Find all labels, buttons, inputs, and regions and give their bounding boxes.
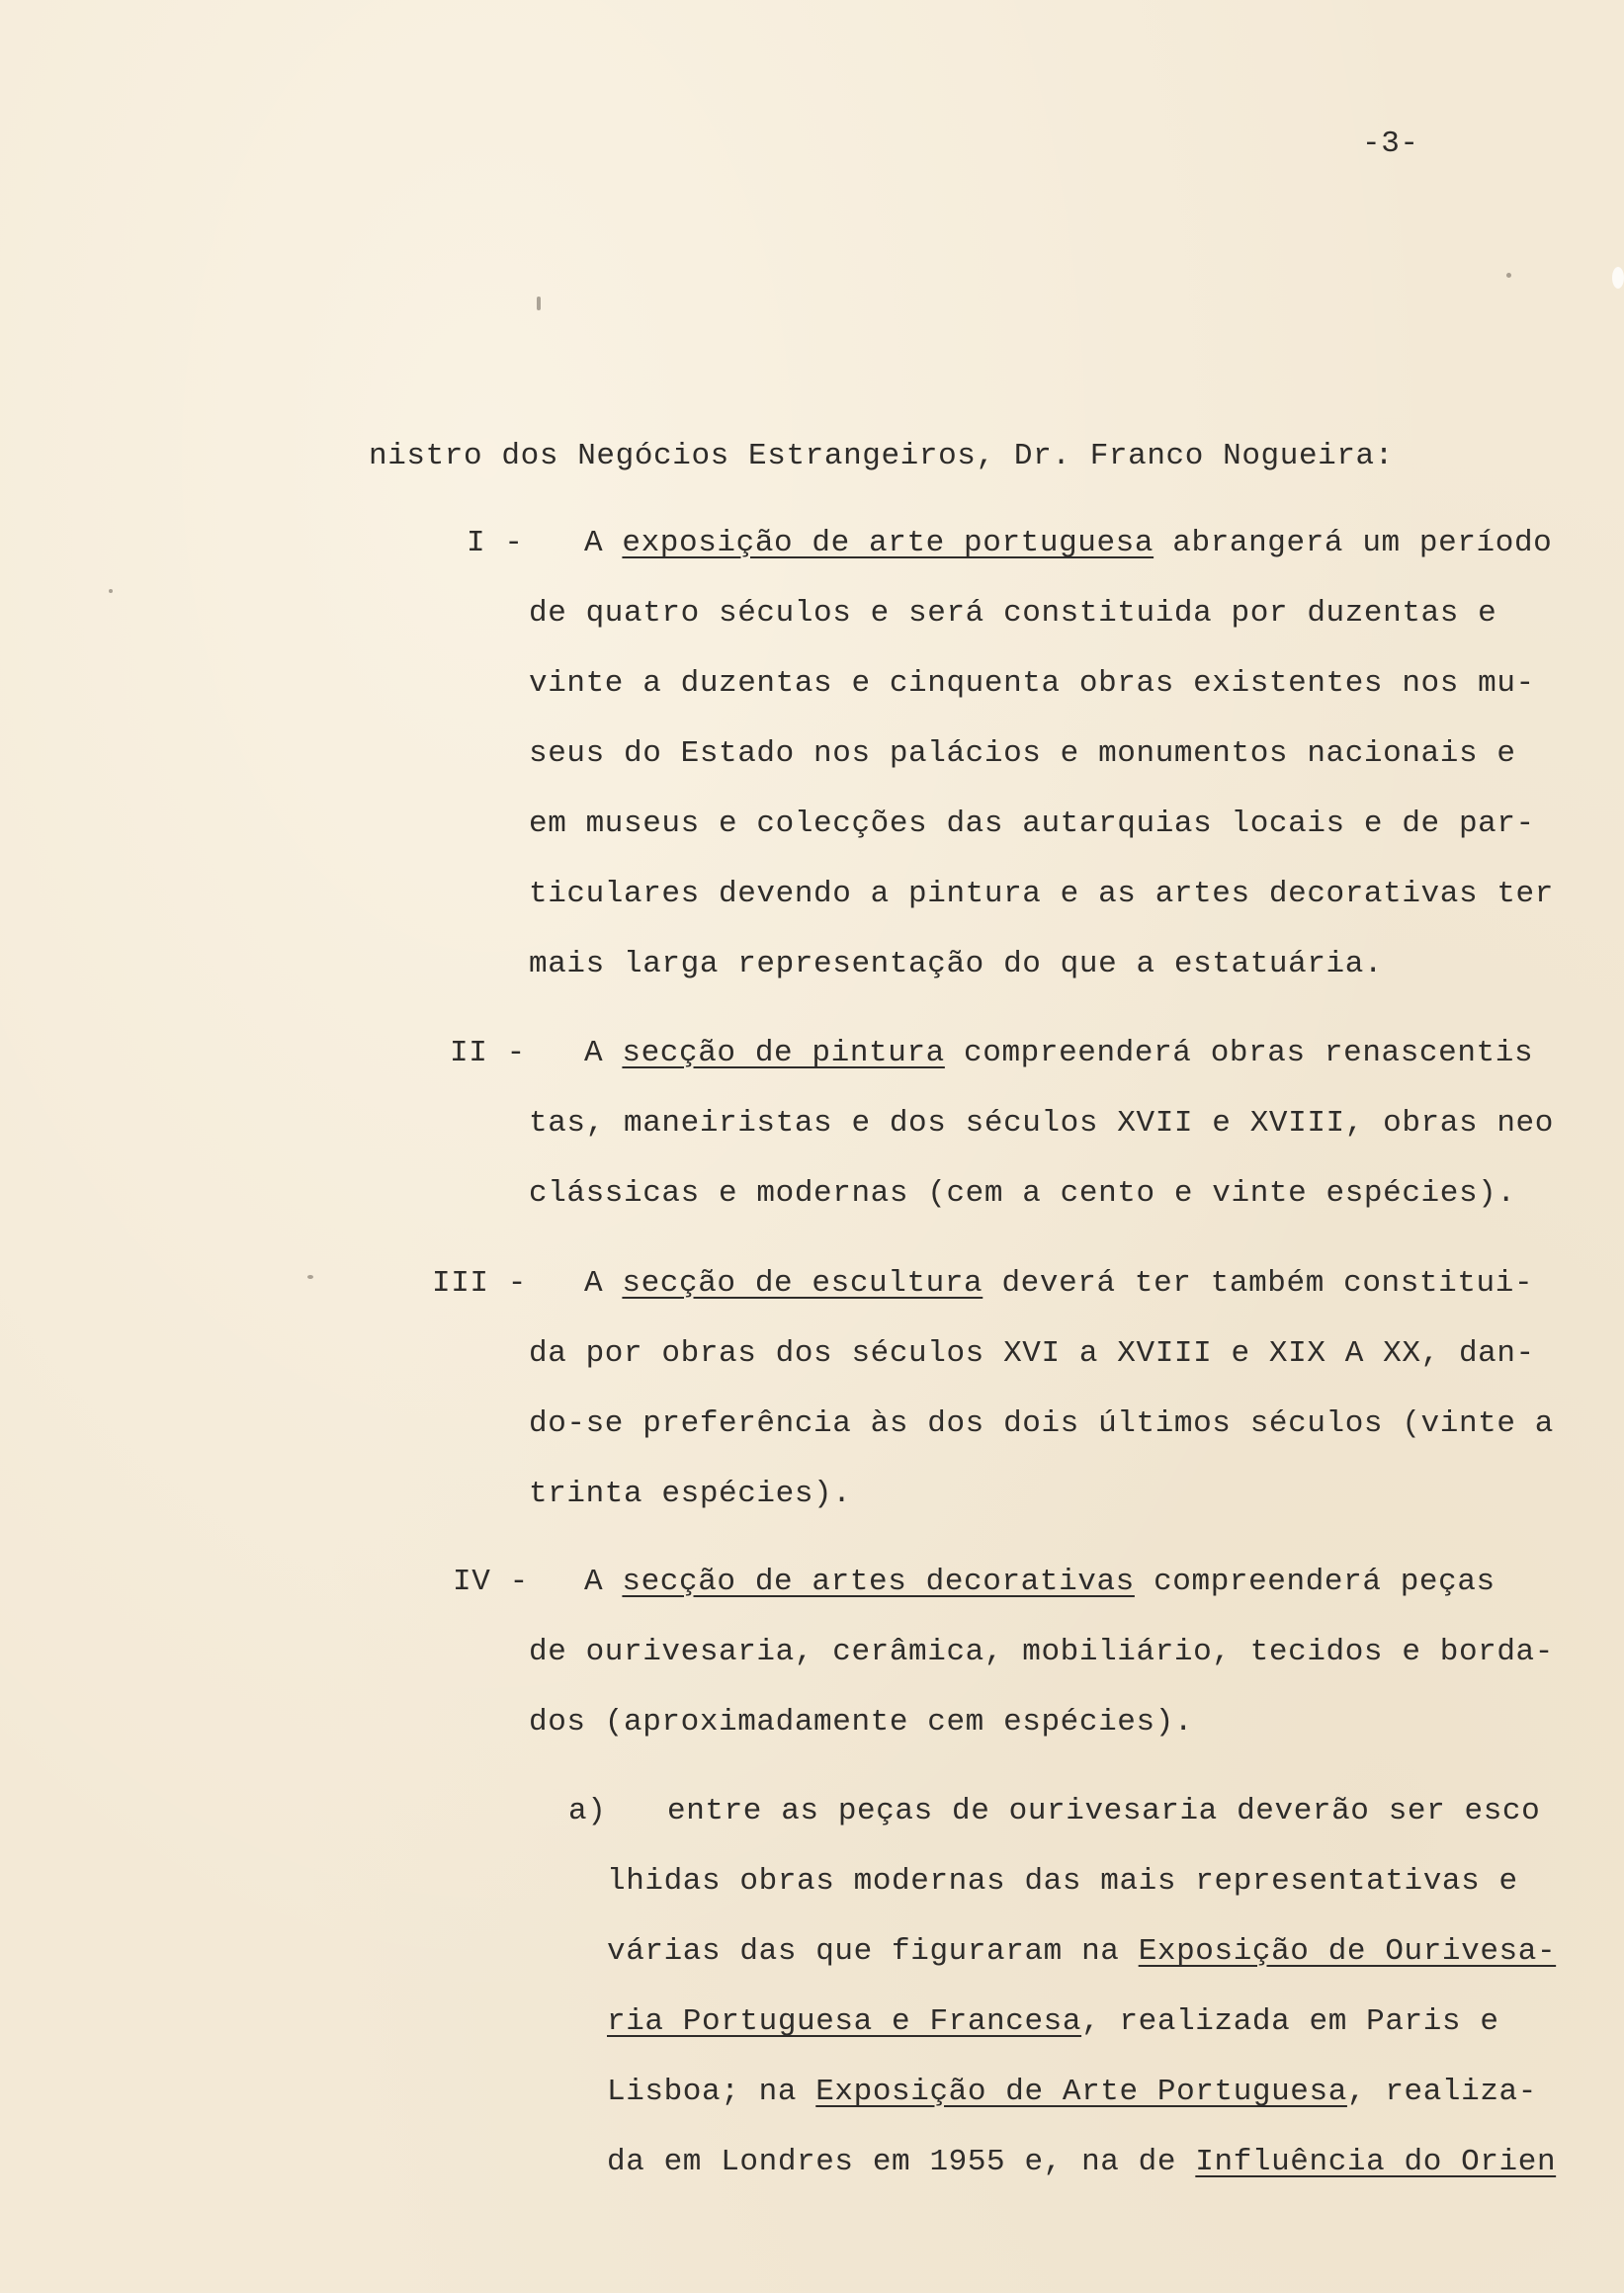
item-1-line-2: de quatro séculos e será constituida por duzentas e — [529, 596, 1497, 631]
underlined-heading: secção de artes decorativas — [622, 1565, 1135, 1599]
underlined-heading: exposição de arte portuguesa — [622, 526, 1154, 560]
underlined-heading: secção de escultura — [622, 1266, 983, 1301]
item-2-numeral: II - — [450, 1036, 526, 1070]
item-1-line-6: ticulares devendo a pintura e as artes decorativas ter — [529, 877, 1554, 911]
text: várias das que figuraram na — [607, 1934, 1139, 1969]
underlined-title: Influência do Orien — [1195, 2145, 1557, 2179]
paper-speck — [1506, 273, 1511, 278]
item-2-line-1 — [584, 1034, 1533, 1073]
subitem-line-2: lhidas obras modernas das mais representativas e — [607, 1864, 1518, 1899]
subitem-line-5 — [607, 2073, 1537, 2112]
underlined-title: Exposição de Ourivesa- — [1138, 1934, 1557, 1969]
text: A — [584, 526, 623, 560]
paper-speck — [307, 1275, 313, 1279]
text: A — [584, 1036, 623, 1070]
paper-speck — [537, 297, 541, 310]
text: compreenderá peças — [1134, 1565, 1496, 1599]
item-1-numeral: I - — [467, 526, 524, 560]
text: deverá ter também constitui- — [983, 1266, 1534, 1301]
text: , realizada em Paris e — [1081, 2004, 1499, 2039]
subitem-label: a) — [568, 1794, 607, 1828]
item-1-line-1 — [584, 524, 1552, 563]
item-1-line-5: em museus e colecções das autarquias locais e de par- — [529, 807, 1535, 841]
subitem-line-3 — [607, 1932, 1556, 1972]
item-1-line-7: mais larga representação do que a estatuária. — [529, 947, 1384, 981]
item-4-line-3: dos (aproximadamente cem espécies). — [529, 1705, 1194, 1740]
item-4-line-1 — [584, 1563, 1496, 1602]
item-1-line-4: seus do Estado nos palácios e monumentos nacionais e — [529, 736, 1516, 771]
underlined-title: Exposição de Arte Portuguesa — [815, 2075, 1347, 2109]
item-4-line-2: de ourivesaria, cerâmica, mobiliário, tecidos e borda- — [529, 1635, 1554, 1669]
text: abrangerá um período — [1154, 526, 1553, 560]
underlined-heading: secção de pintura — [622, 1036, 945, 1070]
item-3-line-3: do-se preferência às dos dois últimos séculos (vinte a — [529, 1406, 1554, 1441]
item-3-numeral: III - — [432, 1266, 528, 1301]
item-3-line-2: da por obras dos séculos XVI a XVIII e XIX A XX, dan- — [529, 1336, 1535, 1371]
text: Lisboa; na — [607, 2075, 816, 2109]
item-4-numeral: IV - — [453, 1565, 529, 1599]
item-3-line-1 — [584, 1264, 1533, 1304]
text: A — [584, 1266, 623, 1301]
subitem-line-4 — [607, 2002, 1499, 2042]
text: A — [584, 1565, 623, 1599]
intro-line: nistro dos Negócios Estrangeiros, Dr. Franco Nogueira: — [369, 439, 1394, 473]
page-number: -3- — [1362, 127, 1419, 161]
item-2-line-2: tas, maneiristas e dos séculos XVII e XVIII, obras neo — [529, 1106, 1554, 1141]
paper-speck — [1612, 267, 1624, 289]
item-3-line-4: trinta espécies). — [529, 1477, 852, 1511]
subitem-line-1: entre as peças de ourivesaria deverão ser esco — [667, 1794, 1541, 1828]
underlined-title: ria Portuguesa e Francesa — [607, 2004, 1082, 2039]
paper-speck — [109, 589, 113, 593]
item-1-line-3: vinte a duzentas e cinquenta obras existentes nos mu- — [529, 666, 1535, 701]
text: , realiza- — [1346, 2075, 1537, 2109]
subitem-line-6 — [607, 2143, 1556, 2182]
text: compreenderá obras renascentis — [944, 1036, 1534, 1070]
item-2-line-3: clássicas e modernas (cem a cento e vinte espécies). — [529, 1176, 1516, 1211]
text: da em Londres em 1955 e, na de — [607, 2145, 1196, 2179]
